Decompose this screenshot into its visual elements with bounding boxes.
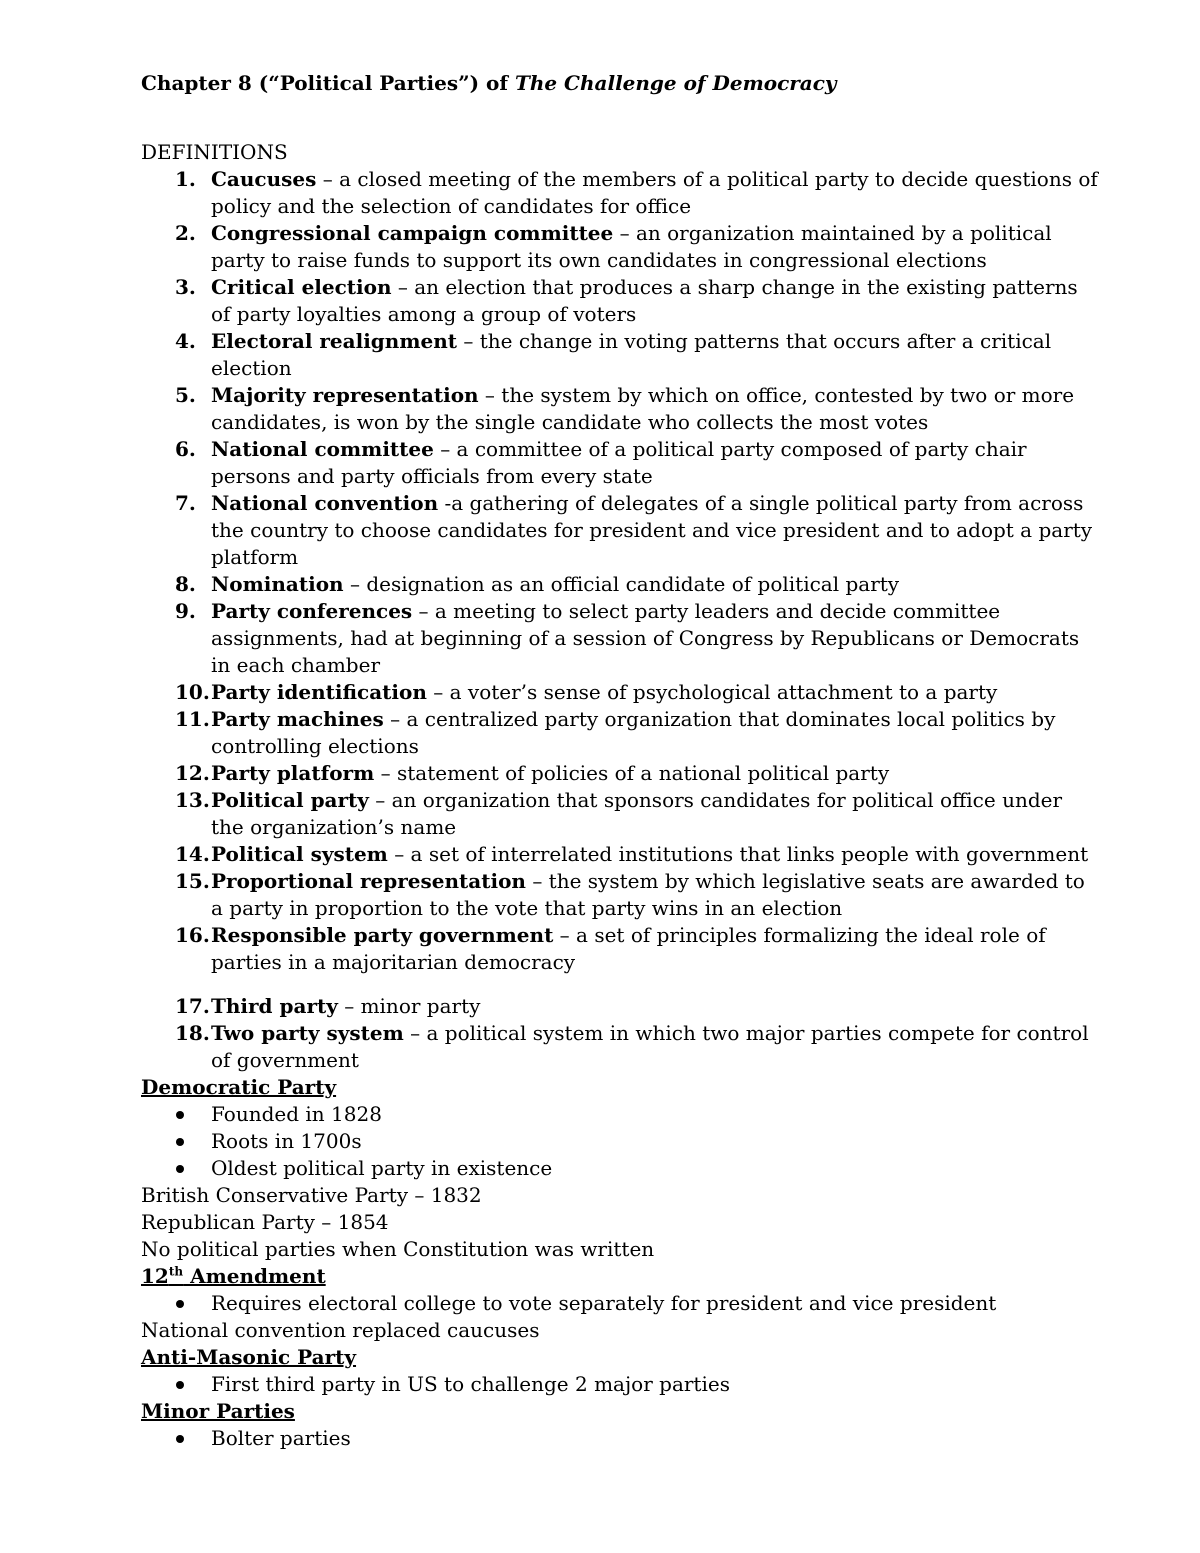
definition-number: 2. (175, 221, 196, 245)
definition-term: Critical election (211, 275, 392, 299)
definition-text: – the change in voting patterns that occurs after a critical election (211, 329, 1052, 380)
definition-text: – statement of policies of a national political party (374, 761, 890, 785)
amendment-heading-rest: Amendment (183, 1264, 326, 1288)
page-title (141, 70, 1100, 97)
bullet-icon (176, 1165, 184, 1173)
definition-text: – a set of principles formalizing the ideal role of parties in a majoritarian democracy (211, 923, 1046, 974)
bullet-item (141, 1101, 1100, 1128)
definition-term: Congressional campaign committee (211, 221, 614, 245)
definition-number: 12. (175, 761, 210, 785)
definition-item (141, 922, 1100, 976)
title-prefix: Chapter 8 (“Political Parties”) of (141, 71, 515, 95)
definition-term: National convention (211, 491, 439, 515)
bullet-icon (176, 1435, 184, 1443)
bullet-icon (176, 1138, 184, 1146)
definition-item (141, 1020, 1100, 1074)
bullet-text: First third party in US to challenge 2 major parties (211, 1372, 730, 1396)
bullet-text: Roots in 1700s (211, 1129, 362, 1153)
note-line: National convention replaced caucuses (141, 1318, 540, 1342)
definition-term: Third party (211, 994, 338, 1018)
definition-item (141, 760, 1100, 787)
definition-number: 7. (175, 491, 196, 515)
democratic-party-list (141, 1101, 1100, 1182)
definition-term: Party conferences (211, 599, 413, 623)
definition-term: Responsible party government (211, 923, 554, 947)
bullet-item (141, 1155, 1100, 1182)
definitions-label: DEFINITIONS (141, 140, 288, 164)
bullet-icon (176, 1111, 184, 1119)
amendment-heading (141, 1263, 1100, 1290)
definition-number: 15. (175, 869, 210, 893)
definition-text: – the system by which on office, contested by two or more candidates, is won by the single candidate who collects the most votes (211, 383, 1075, 434)
definition-item (141, 841, 1100, 868)
definition-number: 11. (175, 707, 210, 731)
anti-masonic-heading: Anti-Masonic Party (141, 1345, 357, 1369)
definition-text: – a political system in which two major parties compete for control of government (211, 1021, 1089, 1072)
definition-item (141, 274, 1100, 328)
definition-number: 14. (175, 842, 210, 866)
definition-term: Party machines (211, 707, 384, 731)
anti-masonic-list (141, 1371, 1100, 1398)
bullet-icon (176, 1300, 184, 1308)
note-line: British Conservative Party – 1832 (141, 1183, 482, 1207)
definition-item (141, 328, 1100, 382)
definition-number: 9. (175, 599, 196, 623)
definition-item (141, 166, 1100, 220)
definitions-list (141, 166, 1100, 1074)
bullet-text: Requires electoral college to vote separately for president and vice president (211, 1291, 997, 1315)
definition-item (141, 993, 1100, 1020)
definition-term: Two party system (211, 1021, 404, 1045)
bullet-text: Bolter parties (211, 1426, 351, 1450)
definition-text: – designation as an official candidate of political party (343, 572, 900, 596)
definition-text: -a gathering of delegates of a single political party from across the country to choose candidates for president and vice president and to adopt a party platform (211, 491, 1093, 569)
definition-number: 1. (175, 167, 196, 191)
bullet-item (141, 1290, 1100, 1317)
definition-text: – a set of interrelated institutions that links people with government (387, 842, 1089, 866)
definition-item (141, 490, 1100, 571)
bullet-text: Founded in 1828 (211, 1102, 382, 1126)
definition-number: 18. (175, 1021, 210, 1045)
definition-term: Political party (211, 788, 369, 812)
democratic-party-heading: Democratic Party (141, 1075, 337, 1099)
definition-term: Nomination (211, 572, 344, 596)
bullet-item (141, 1425, 1100, 1452)
definition-text: – a meeting to select party leaders and decide committee assignments, had at beginning of a session of Congress by Republicans or Democrats in each chamber (211, 599, 1080, 677)
definition-term: Proportional representation (211, 869, 526, 893)
definition-text: – an organization that sponsors candidates for political office under the organization’s name (211, 788, 1063, 839)
definition-text: – a voter’s sense of psychological attachment to a party (426, 680, 998, 704)
definition-item (141, 220, 1100, 274)
definition-term: Electoral realignment (211, 329, 457, 353)
definition-term: Caucuses (211, 167, 317, 191)
definition-item (141, 706, 1100, 760)
definition-text: – an election that produces a sharp change in the existing patterns of party loyalties among a group of voters (211, 275, 1078, 326)
bullet-text: Oldest political party in existence (211, 1156, 553, 1180)
definition-item (141, 382, 1100, 436)
definition-text: – a committee of a political party composed of party chair persons and party officials from every state (211, 437, 1027, 488)
note-line: Republican Party – 1854 (141, 1210, 389, 1234)
bullet-item (141, 1128, 1100, 1155)
definition-term: Party platform (211, 761, 375, 785)
definition-item (141, 436, 1100, 490)
bullet-item (141, 1371, 1100, 1398)
minor-parties-heading: Minor Parties (141, 1399, 295, 1423)
definition-text: – minor party (337, 994, 481, 1018)
definition-text: – a centralized party organization that dominates local politics by controlling elections (211, 707, 1056, 758)
note-line: No political parties when Constitution was written (141, 1237, 655, 1261)
definition-item (141, 598, 1100, 679)
definition-number: 3. (175, 275, 196, 299)
amendment-list (141, 1290, 1100, 1317)
amendment-number: 12 (141, 1264, 169, 1288)
definition-item (141, 787, 1100, 841)
definition-number: 8. (175, 572, 196, 596)
definition-number: 6. (175, 437, 196, 461)
definition-text: – the system by which legislative seats are awarded to a party in proportion to the vote that party wins in an election (211, 869, 1085, 920)
definition-text: – a closed meeting of the members of a political party to decide questions of policy and the selection of candidates for office (211, 167, 1098, 218)
minor-parties-list (141, 1425, 1100, 1452)
definition-item (141, 571, 1100, 598)
definition-term: Party identification (211, 680, 427, 704)
definition-item (141, 868, 1100, 922)
definition-term: Political system (211, 842, 388, 866)
definition-number: 10. (175, 680, 210, 704)
amendment-ordinal-suffix: th (168, 1264, 184, 1279)
definition-number: 16. (175, 923, 210, 947)
definition-number: 4. (175, 329, 196, 353)
title-book: The Challenge of Democracy (514, 71, 837, 95)
bullet-icon (176, 1381, 184, 1389)
definition-number: 5. (175, 383, 196, 407)
definition-term: Majority representation (211, 383, 479, 407)
definition-term: National committee (211, 437, 434, 461)
definition-text: – an organization maintained by a political party to raise funds to support its own candidates in congressional elections (211, 221, 1052, 272)
definition-number: 17. (175, 994, 210, 1018)
definition-item (141, 679, 1100, 706)
definition-number: 13. (175, 788, 210, 812)
